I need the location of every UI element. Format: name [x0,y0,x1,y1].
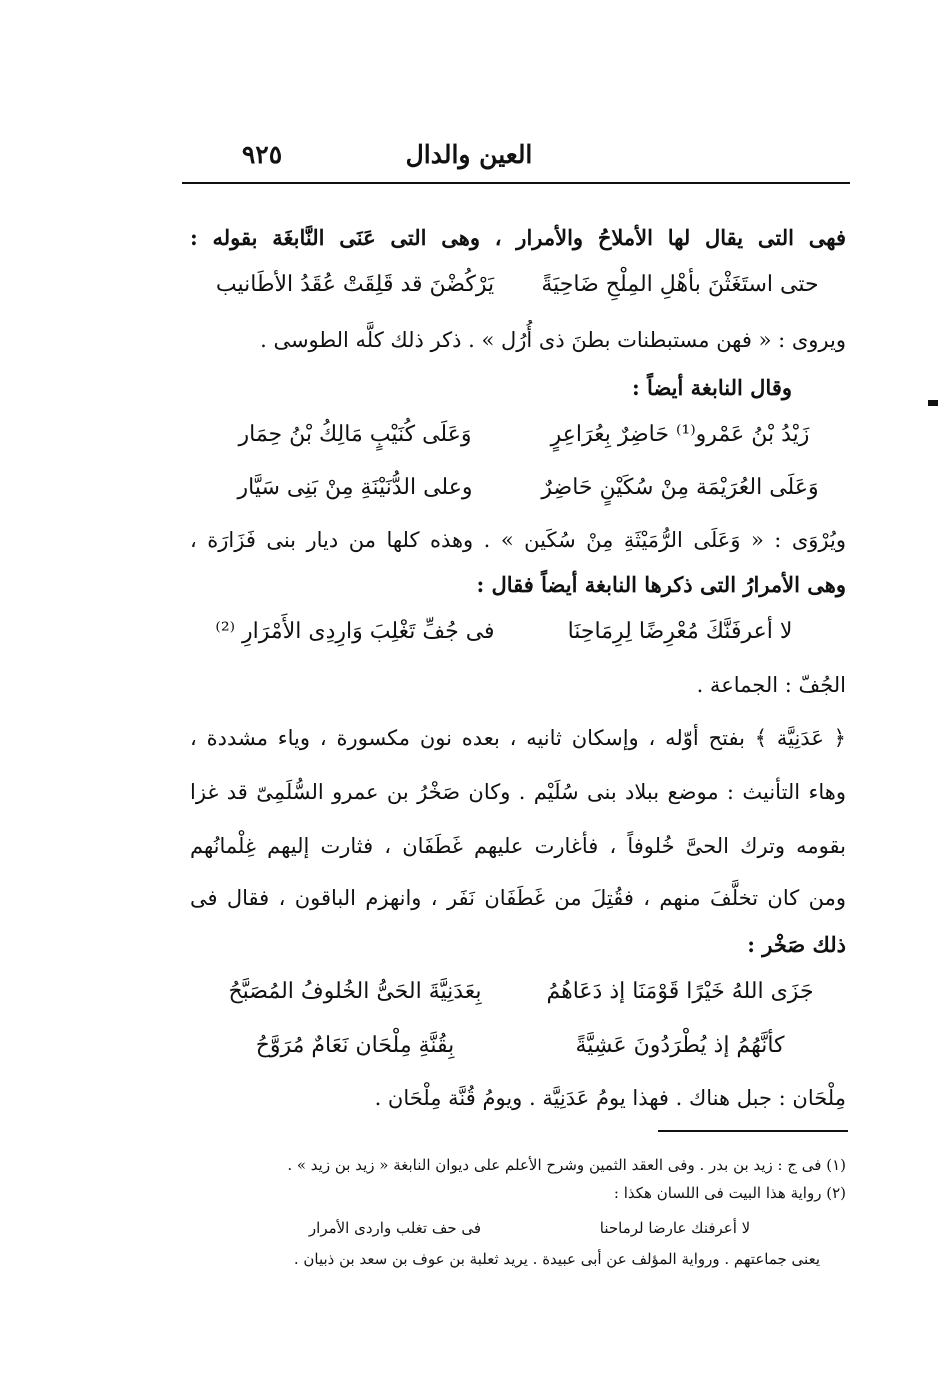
paragraph-line: وهى الأمرارُ التى ذكرها النابغة أيضاً فقال : [476,572,846,597]
verse-hemistich-left: يَرْكُضْنَ قد قَلِقَتْ عُقَدُ الأطَانيب [215,272,495,297]
verse-hemistich-right: زَيْدُ بْنُ عَمْرو⁽¹⁾ حَاضِرٌ بِعُرَاعِرٍ [550,422,810,447]
paragraph-line: وقال النابغة أيضاً : [631,375,792,400]
footnote-1: (١) فى ج : زيد بن بدر . وفى العقد الثمين وشرح الأعلم على ديوان النابغة « زيد بن زيد » . [287,1156,846,1174]
footnote-verse-right: لا أعرفنك عارضا لرماحنا [599,1219,751,1237]
paragraph-line: ذلك صَخْر : [747,932,846,957]
verse-hemistich-right: جَزَى اللهُ خَيْرًا قَوْمَنَا إذ دَعَاهُمُ [546,979,814,1004]
header-rule [182,182,850,184]
paragraph-line: وهاء التأنيث : موضع ببلاد بنى سُلَيْم . وكان صَخْرُ بن عمرو السُّلَمِىّ قد غزا [190,780,846,804]
verse-hemistich-left: فى جُفِّ تَغْلِبَ وَارِدِى الأَمْرَارِ ⁽²⁾ [215,619,495,644]
paragraph-line: ومن كان تخلَّفَ منهم ، فقُتِلَ من غَطَفَان نَفَر ، وانهزم الباقون ، فقال فى [190,886,846,910]
verse-hemistich-left: بِعَدَنِيَّةَ الحَىُّ الخُلوفُ المُصَبَّحُ [228,979,482,1004]
footnote-rule [658,1130,848,1132]
paragraph-line: الجُفّ : الجماعة . [696,673,846,697]
verse-hemistich-right: لا أعرفَنَّكَ مُعْرِضًا لِرِمَاحِنَا [567,619,793,644]
paragraph-line: ويروى : « فهن مستبطنات بطنَ ذى أُرُل » . ذكر ذلك كلَّه الطوسى . [260,328,846,352]
footnote-verse-left: فى حف تغلب واردى الأمرار [308,1219,482,1237]
paragraph-line: مِلْحَان : جبل هناك . فهذا يومُ عَدَنِيَّة . ويومُ قُنَّة مِلْحَان . [374,1086,846,1110]
paragraph-line: فهى التى يقال لها الأملاحُ والأمرار ، وهى التى عَنَى النَّابغَة بقوله : [190,225,846,250]
paragraph-line: بقومه وترك الحىَّ خُلوفاً ، فأغارت عليهم غَطَفَان ، فثارت إليهم غِلْمانُهم [190,834,846,858]
entry-heading-line: ﴿ عَدَنِيَّة ﴾ بفتح أوّله ، وإسكان ثانيه ، بعده نون مكسورة ، وياء مشددة ، [190,726,846,750]
verse-hemistich-left: بِقُنَّةِ مِلْحَان نَعَامٌ مُرَوَّحُ [255,1033,455,1058]
verse-hemistich-right: كأنَّهُمُ إذ يُطْرَدُونَ عَشِيَّةً [575,1033,785,1058]
paragraph-line: ويُرْوَى : « وَعَلَى الرُّمَيْثَةِ مِنْ سُكَين » . وهذه كلها من ديار بنى فَزَارَة ، [190,528,846,552]
verse-hemistich-left: وعلى الدُّنَيْنَةِ مِنْ بَنِى سَيَّار [237,475,473,500]
verse-hemistich-left: وَعَلَى كُنَيْبٍ مَالِكُ بْنُ حِمَار [238,422,472,447]
verse-hemistich-right: وَعَلَى العُرَيْمَة مِنْ سُكَيْنٍ حَاضِرٌ [541,475,819,500]
verse-hemistich-right: حتى استَغَثْنَ بأهْلِ المِلْحِ ضَاحِيَةً [541,272,819,297]
footnote-2: (٢) رواية هذا البيت فى اللسان هكذا : [613,1184,846,1202]
footnote-3: يعنى جماعتهم . ورواية المؤلف عن أبى عبيدة . يريد ثعلبة بن عوف بن سعد بن ذبيان . [293,1250,820,1268]
margin-mark [928,400,938,406]
running-header-title: العين والدال [405,140,533,169]
page-number: ٩٢٥ [241,140,283,169]
